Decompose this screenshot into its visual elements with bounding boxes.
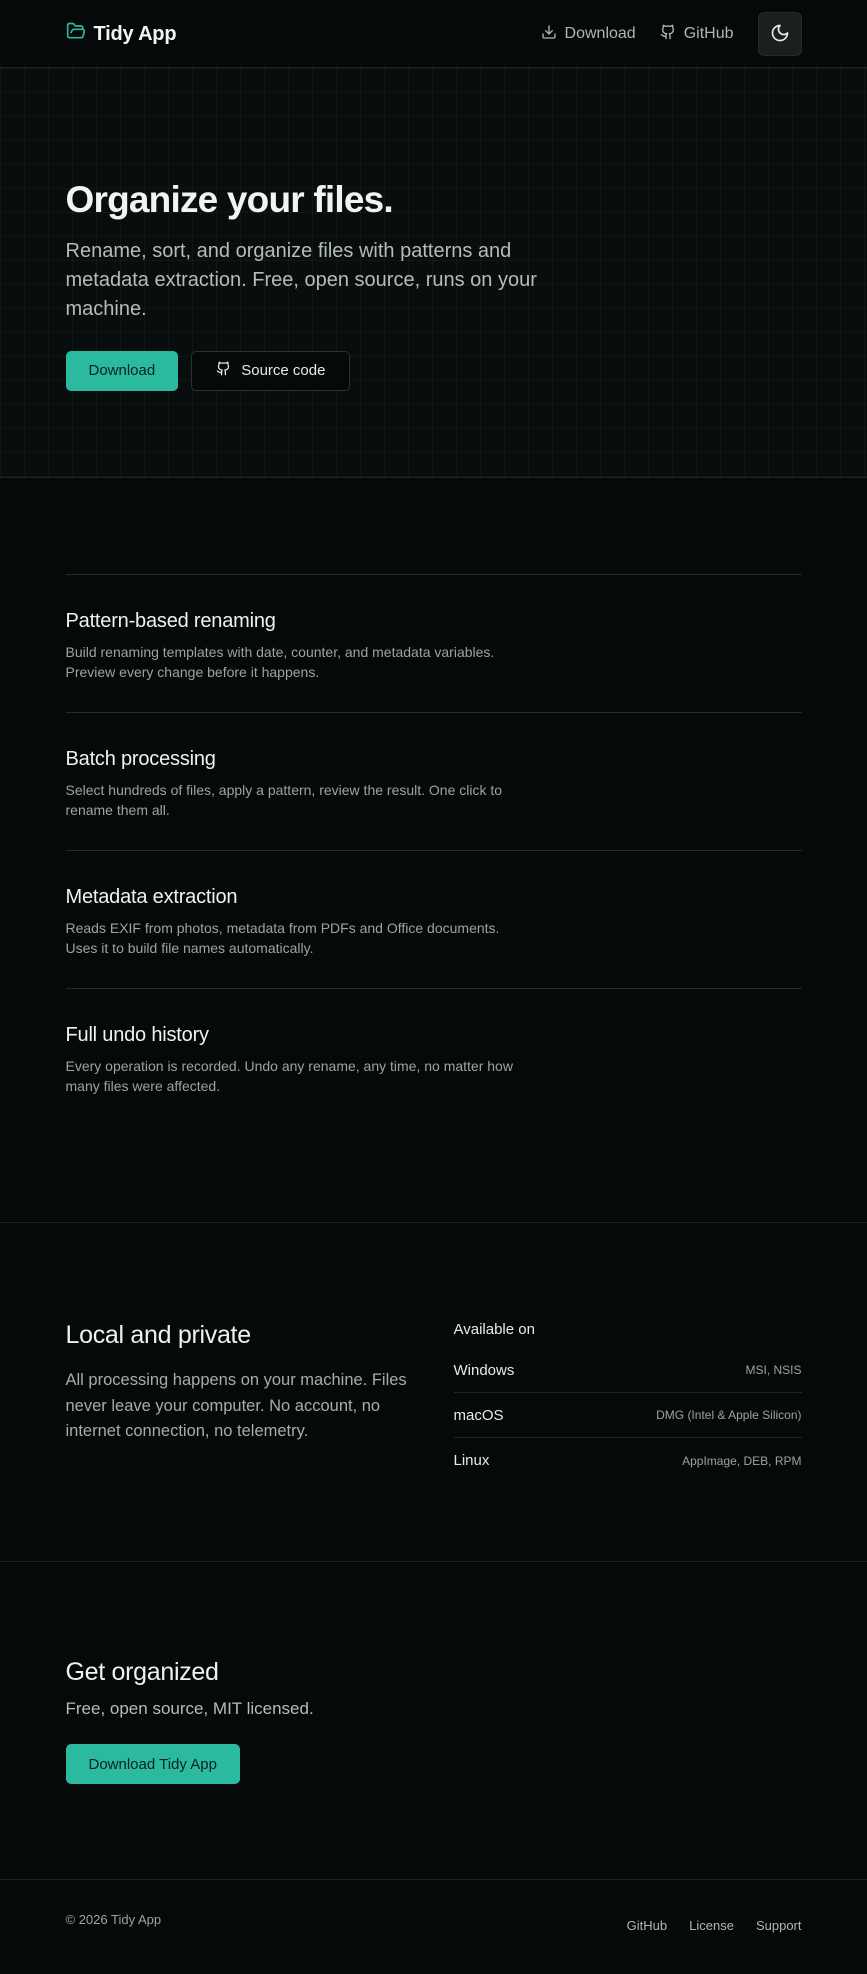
- platform-row: [454, 1438, 802, 1483]
- platform-name: Windows: [453, 1361, 515, 1379]
- platform-list: [454, 1321, 802, 1483]
- feature-description: Select hundreds of files, apply a pattern, review the result. One click to rename them all.: [65, 782, 503, 818]
- footer-links: [627, 1912, 802, 1933]
- top-nav: [541, 12, 802, 56]
- download-icon: [541, 24, 557, 45]
- feature-item: [66, 712, 802, 850]
- feature-item: [66, 988, 802, 1126]
- moon-icon: [770, 23, 790, 46]
- site-header: [0, 0, 867, 68]
- hero-title: Organize your files.: [65, 179, 393, 220]
- footer-link-license[interactable]: License: [689, 1918, 734, 1933]
- feature-description: Build renaming templates with date, counter, and metadata variables. Preview every change before it happens.: [65, 644, 495, 680]
- hero-subtitle: Rename, sort, and organize files with patterns and metadata extraction. Free, open source, runs on your machine.: [65, 239, 537, 320]
- nav-github-link[interactable]: [660, 24, 734, 45]
- github-icon: [216, 361, 231, 380]
- nav-download-link[interactable]: [541, 24, 636, 45]
- feature-title: Batch processing: [65, 748, 216, 770]
- source-code-button[interactable]: [191, 351, 350, 391]
- brand-name: Tidy App: [93, 22, 177, 45]
- hero-section: [0, 68, 867, 478]
- hero-download-button[interactable]: Download: [66, 351, 179, 391]
- platform-formats: MSI, NSIS: [745, 1363, 802, 1377]
- cta-section: [0, 1562, 867, 1880]
- platform-formats: AppImage, DEB, RPM: [682, 1453, 802, 1468]
- feature-item: [66, 574, 802, 712]
- footer-link-github[interactable]: GitHub: [626, 1918, 668, 1933]
- feature-title: Full undo history: [65, 1024, 209, 1046]
- cta-subtitle: Free, open source, MIT licensed.: [65, 1699, 314, 1718]
- platform-row: [454, 1393, 802, 1438]
- platform-name: Linux: [453, 1452, 490, 1469]
- platform-row: [454, 1348, 802, 1393]
- theme-toggle-button[interactable]: [758, 12, 802, 56]
- site-footer: [0, 1880, 867, 1974]
- local-description: All processing happens on your machine. Files never leave your computer. No account, no internet connection, no telemetry.: [65, 1371, 407, 1440]
- feature-description: Every operation is recorded. Undo any rename, any time, no matter how many files were affected.: [65, 1058, 513, 1094]
- feature-item: [66, 850, 802, 988]
- local-intro: [66, 1321, 454, 1483]
- features-section: [0, 478, 867, 1223]
- footer-link-support[interactable]: Support: [755, 1918, 802, 1933]
- hero-actions: [66, 351, 802, 391]
- feature-title: Pattern-based renaming: [65, 610, 276, 632]
- platform-formats: DMG (Intel & Apple Silicon): [656, 1408, 802, 1422]
- nav-download-label: Download: [564, 25, 636, 42]
- platform-name: macOS: [453, 1406, 504, 1424]
- local-private-section: [0, 1223, 867, 1562]
- folder-open-icon: [66, 21, 86, 47]
- cta-download-button[interactable]: Download Tidy App: [66, 1744, 240, 1784]
- feature-title: Metadata extraction: [65, 886, 238, 908]
- nav-github-label: GitHub: [683, 25, 734, 42]
- available-on-label: Available on: [453, 1321, 535, 1338]
- local-title: Local and private: [65, 1321, 251, 1349]
- source-code-label: Source code: [241, 362, 326, 380]
- cta-title: Get organized: [65, 1658, 219, 1686]
- brand-logo[interactable]: [66, 21, 177, 47]
- copyright: © 2026 Tidy App: [65, 1912, 162, 1927]
- github-icon: [660, 24, 676, 45]
- feature-description: Reads EXIF from photos, metadata from PDFs and Office documents. Uses it to build file names automatically.: [65, 920, 500, 956]
